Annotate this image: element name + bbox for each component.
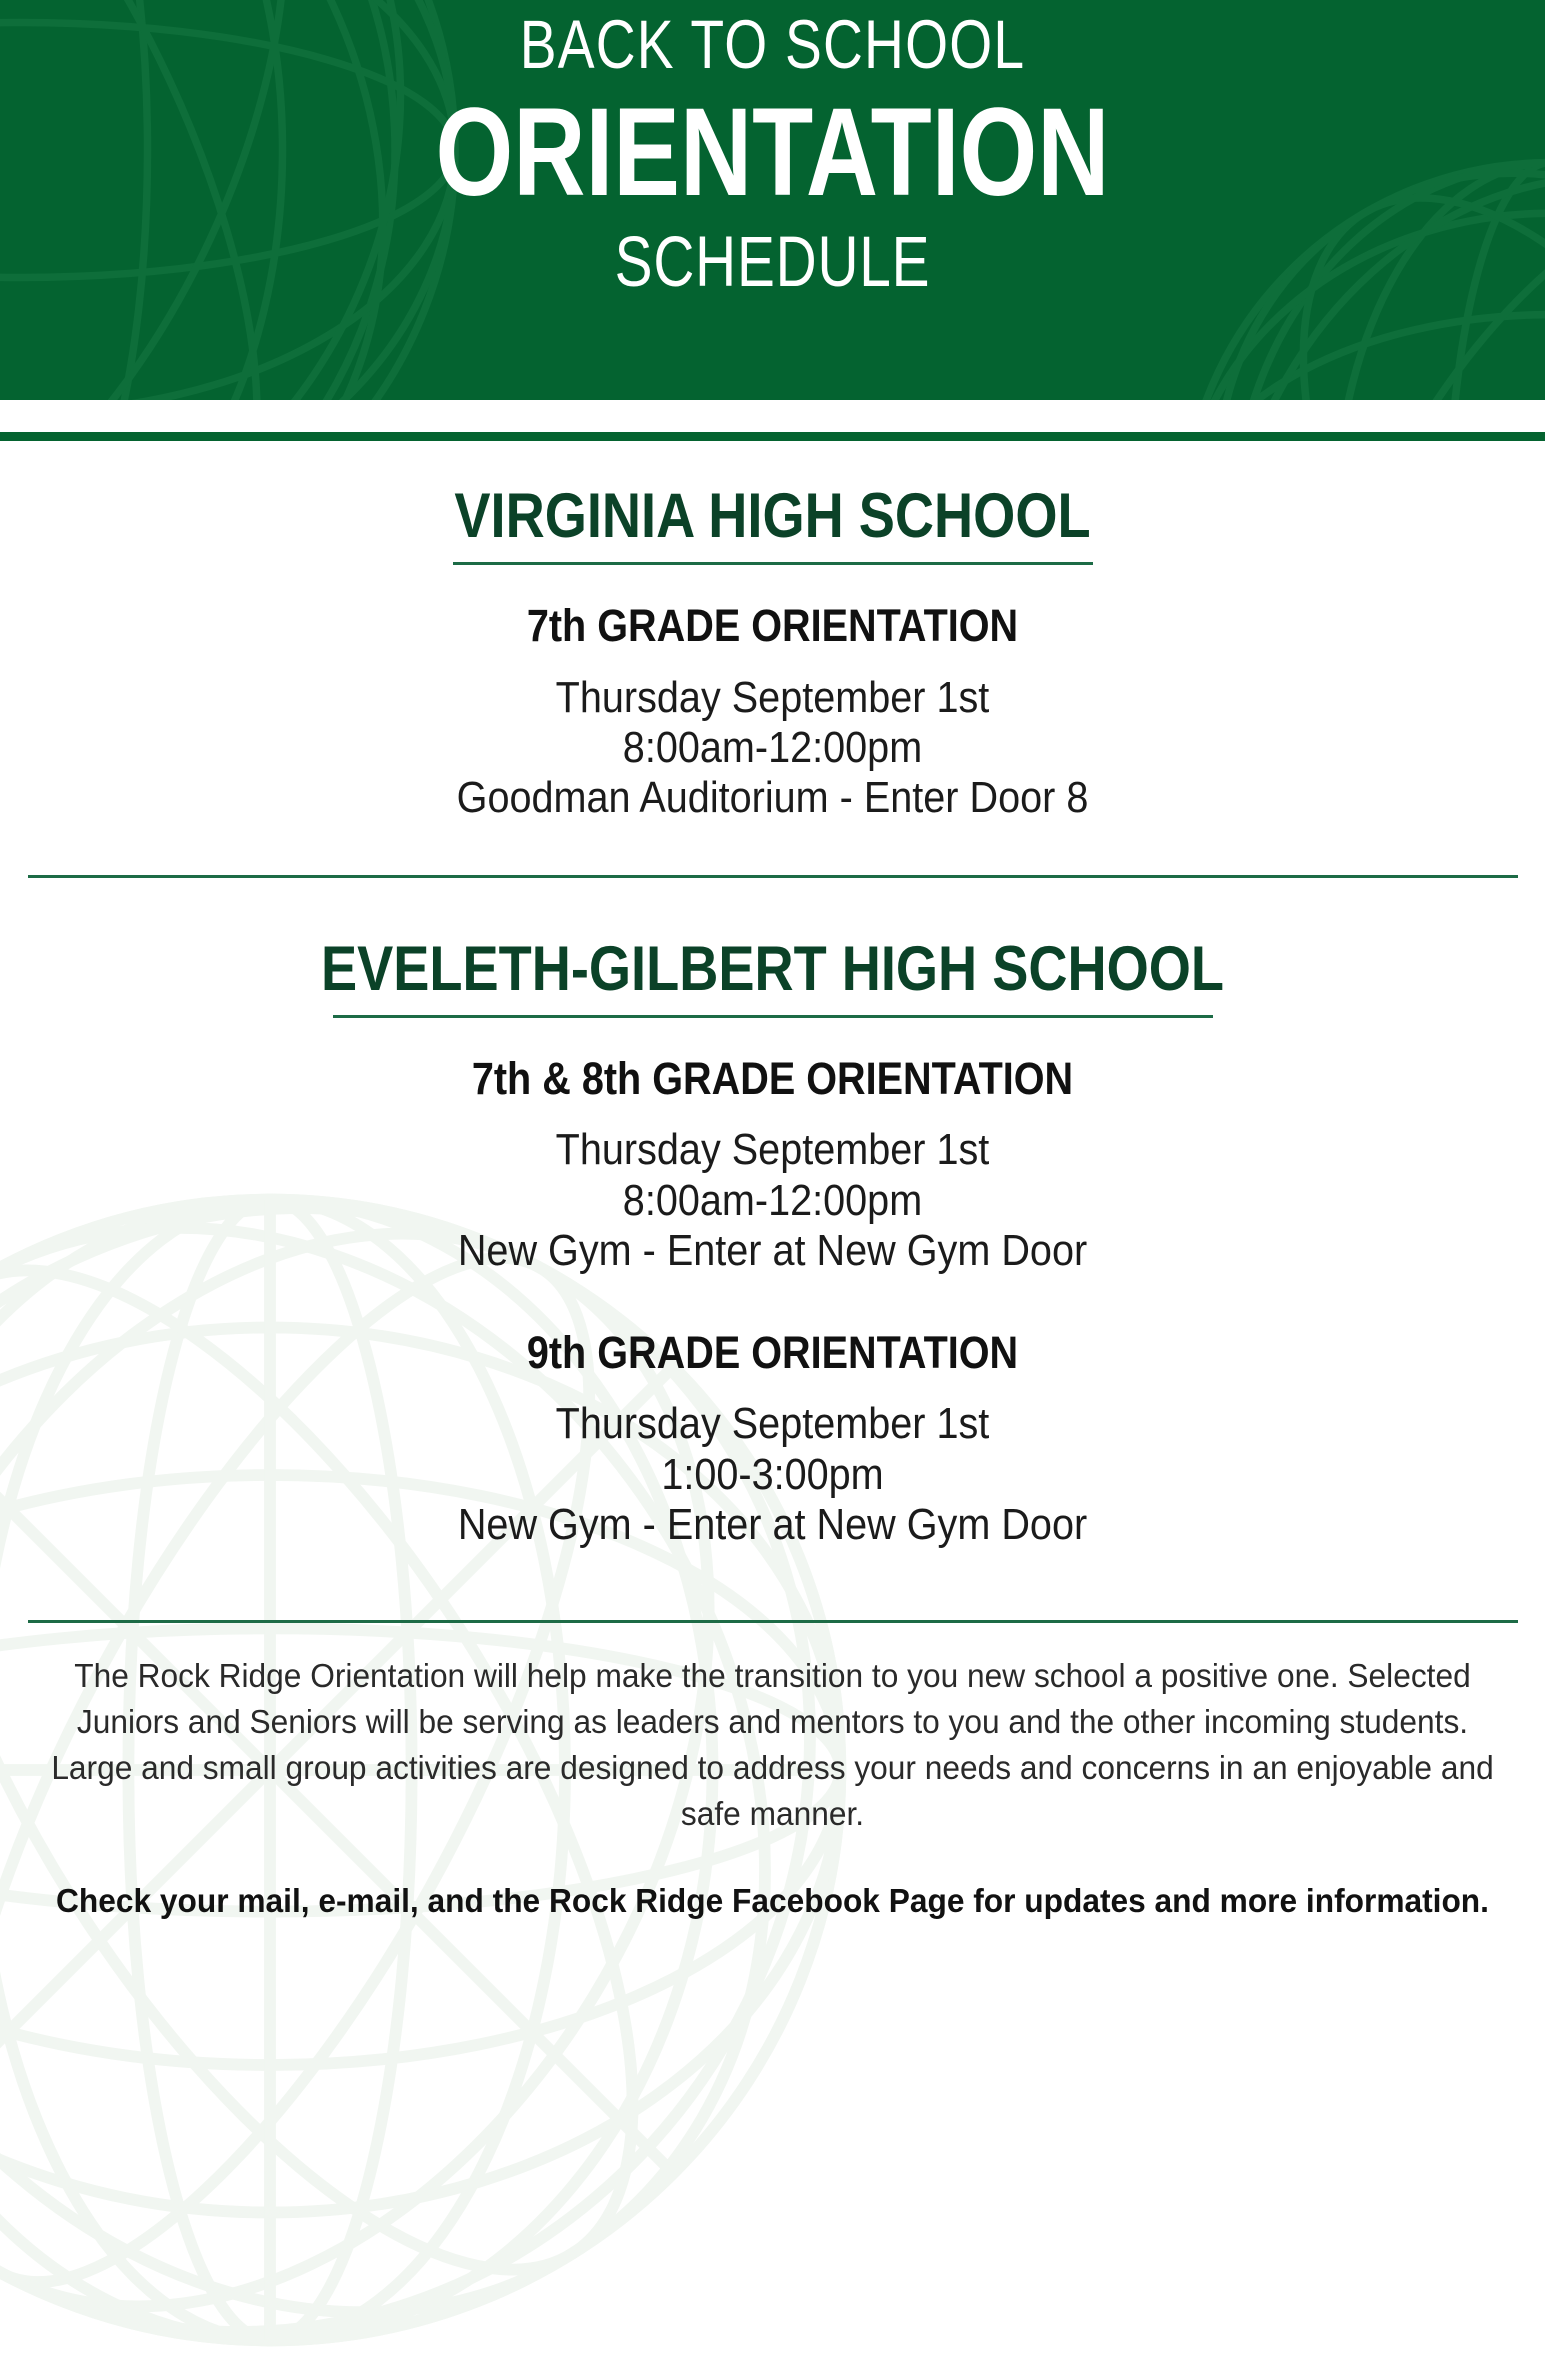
- school-title-wrap-eveleth: [0, 933, 1545, 1004]
- session-date: Thursday September 1st: [555, 1125, 990, 1175]
- header-main-title: ORIENTATION: [435, 83, 1110, 223]
- header-rule-gap: [0, 400, 1545, 432]
- session-time: 8:00am-12:00pm: [622, 722, 923, 772]
- session-time: 1:00-3:00pm: [661, 1449, 884, 1499]
- poster-header-banner: [0, 0, 1545, 400]
- session-grade-label: 7th & 8th GRADE ORIENTATION: [471, 1052, 1074, 1104]
- footer-description: The Rock Ridge Orientation will help make the transition to you new school a positive one. Selected Juniors and Seniors will be serving as leaders and mentors to you and the other incoming students. Large and small group activities are designed to address your needs and concerns in an enjoyable and safe manner.: [51, 1656, 1494, 1833]
- header-kicker: BACK TO SCHOOL: [519, 6, 1026, 83]
- school-title-wrap-virginia: [0, 481, 1545, 551]
- footer-call-to-action: Check your mail, e-mail, and the Rock Ridge Facebook Page for updates and more information.: [56, 1881, 1489, 1919]
- school-section-virginia: [0, 481, 1545, 823]
- session-eveleth-9th: [0, 1328, 1545, 1550]
- session-virginia-7th: [0, 601, 1545, 823]
- session-location: New Gym - Enter at New Gym Door: [457, 1225, 1088, 1275]
- session-location: New Gym - Enter at New Gym Door: [457, 1499, 1088, 1549]
- header-accent-bar: [0, 432, 1545, 441]
- header-subtitle: SCHEDULE: [614, 223, 931, 303]
- school-name-eveleth-gilbert: EVELETH-GILBERT HIGH SCHOOL: [320, 933, 1225, 1004]
- poster-body: [0, 441, 1545, 1920]
- session-date: Thursday September 1st: [555, 1399, 990, 1449]
- session-date: Thursday September 1st: [555, 672, 990, 722]
- session-time: 8:00am-12:00pm: [622, 1175, 923, 1225]
- school-name-virginia: VIRGINIA HIGH SCHOOL: [454, 481, 1091, 551]
- session-location: Goodman Auditorium - Enter Door 8: [456, 772, 1089, 822]
- session-grade-label: 7th GRADE ORIENTATION: [526, 600, 1019, 651]
- session-eveleth-7th-8th: [0, 1054, 1545, 1276]
- header-title-group: [0, 0, 1545, 302]
- session-grade-label: 9th GRADE ORIENTATION: [526, 1326, 1019, 1378]
- school-section-eveleth-gilbert: [0, 933, 1545, 1550]
